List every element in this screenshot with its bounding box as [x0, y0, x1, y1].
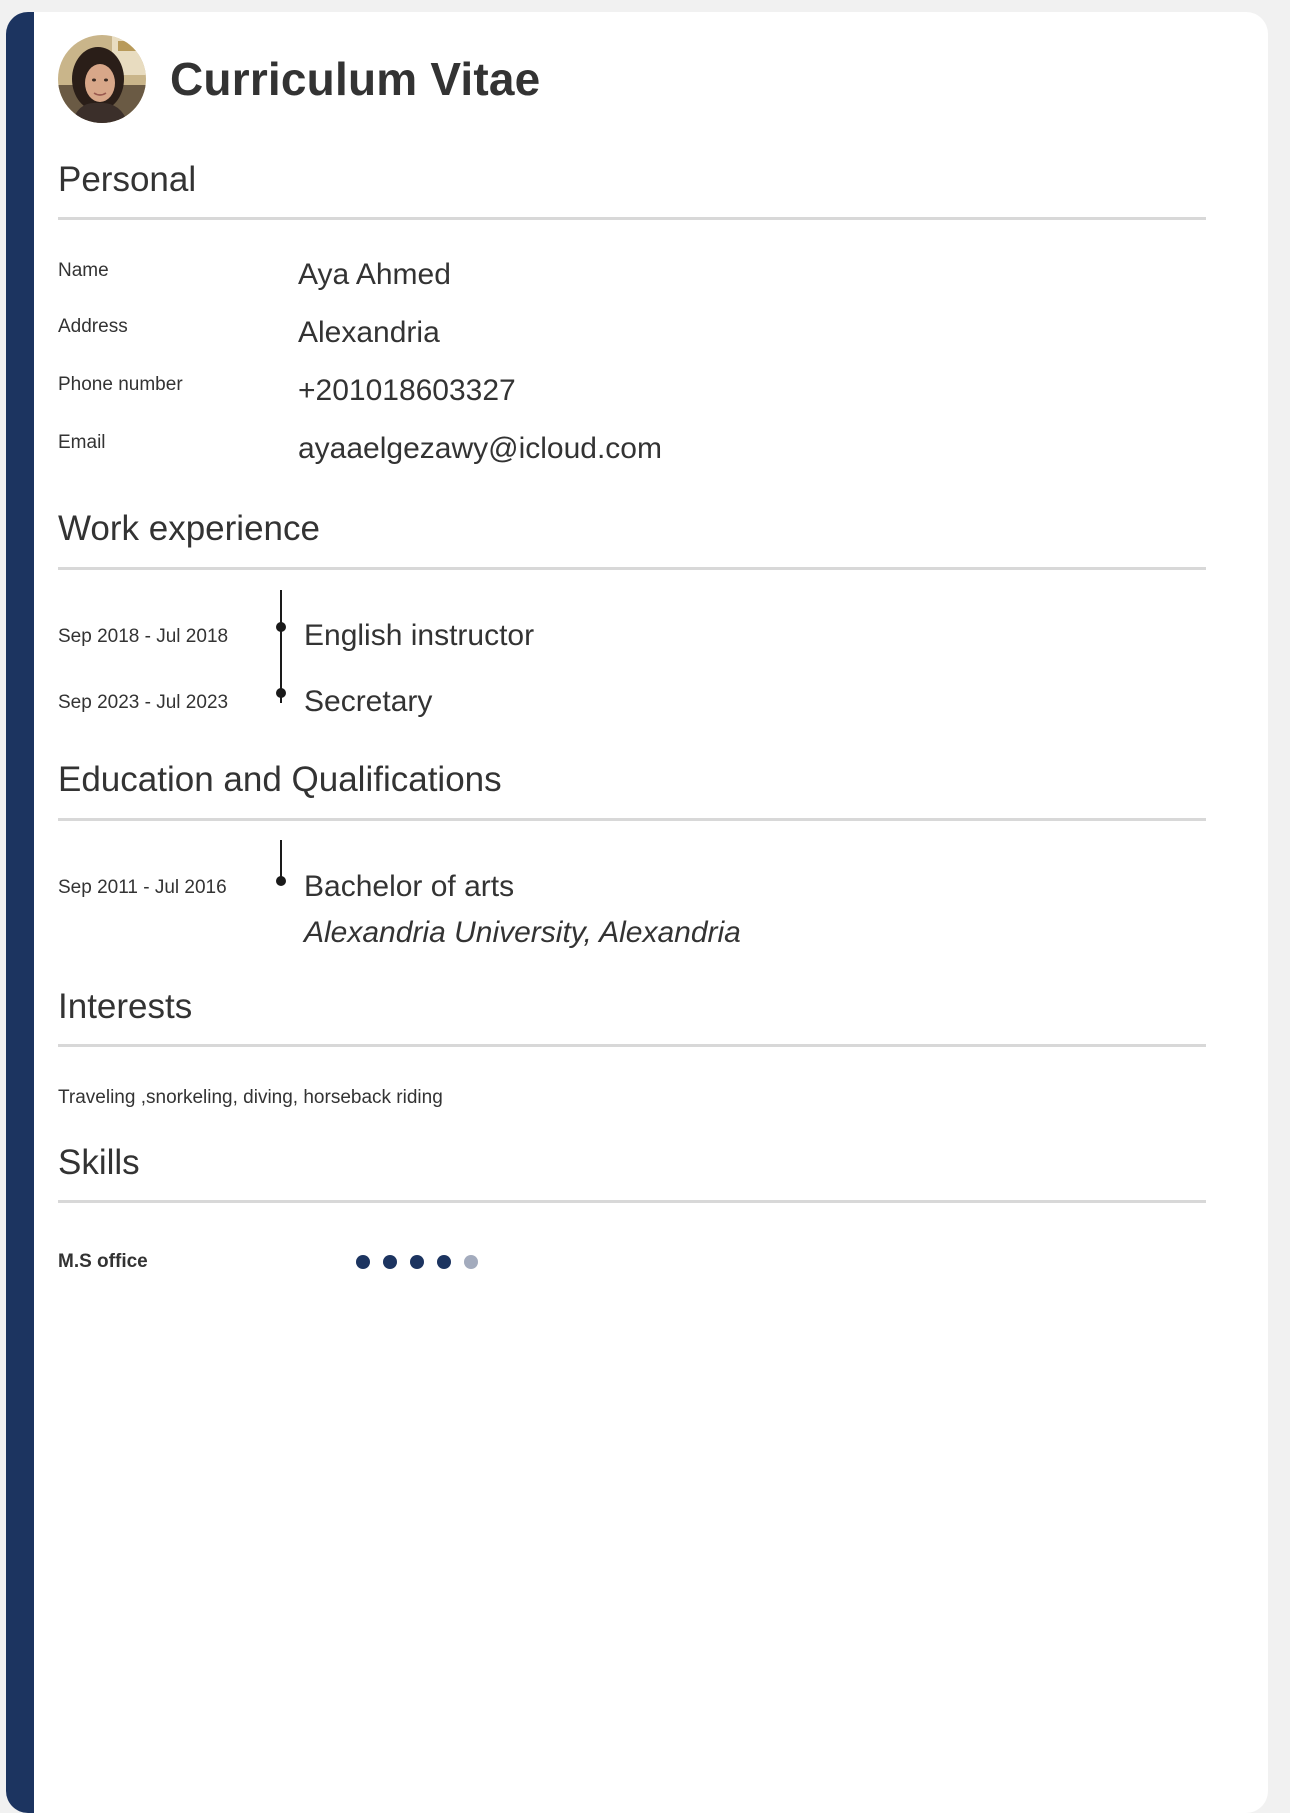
work-role: English instructor	[304, 619, 535, 652]
accent-bar	[6, 12, 34, 1813]
skill-label: M.S office	[58, 1251, 148, 1272]
education-timeline-dot	[276, 876, 286, 886]
skill-level-rating	[356, 1255, 478, 1269]
avatar	[58, 35, 146, 123]
phone-value: +201018603327	[298, 374, 516, 407]
email-label: Email	[58, 432, 106, 453]
phone-label: Phone number	[58, 374, 183, 395]
work-timeline-dot	[276, 622, 286, 632]
work-section-title: Work experience	[58, 509, 320, 548]
education-degree: Bachelor of arts	[304, 870, 515, 903]
work-timeline-dot	[276, 688, 286, 698]
work-timeline-line	[280, 590, 282, 703]
email-value: ayaaelgezawy@icloud.com	[298, 432, 662, 465]
cv-page	[6, 12, 1268, 1813]
work-role: Secretary	[304, 685, 433, 718]
work-divider	[58, 567, 1206, 570]
personal-divider	[58, 217, 1206, 220]
address-value: Alexandria	[298, 316, 440, 349]
interests-section-title: Interests	[58, 987, 193, 1026]
skill-dot-filled	[383, 1255, 397, 1269]
interests-divider	[58, 1044, 1206, 1047]
education-section-title: Education and Qualifications	[58, 760, 502, 799]
education-date: Sep 2011 - Jul 2016	[58, 877, 227, 898]
cv-header	[58, 34, 540, 124]
personal-section-title: Personal	[58, 160, 197, 199]
skill-dot-filled	[437, 1255, 451, 1269]
avatar-photo	[58, 35, 146, 123]
education-institution: Alexandria University, Alexandria	[304, 916, 741, 949]
skill-dot-empty	[464, 1255, 478, 1269]
page-title: Curriculum Vitae	[170, 53, 541, 105]
work-date: Sep 2018 - Jul 2018	[58, 626, 229, 647]
skills-section-title: Skills	[58, 1143, 140, 1182]
name-label: Name	[58, 260, 109, 281]
skills-divider	[58, 1200, 1206, 1203]
address-label: Address	[58, 316, 128, 337]
name-value: Aya Ahmed	[298, 258, 451, 291]
interests-text: Traveling ,snorkeling, diving, horseback riding	[58, 1087, 443, 1108]
education-divider	[58, 818, 1206, 821]
skill-dot-filled	[410, 1255, 424, 1269]
work-date: Sep 2023 - Jul 2023	[58, 692, 229, 713]
skill-dot-filled	[356, 1255, 370, 1269]
